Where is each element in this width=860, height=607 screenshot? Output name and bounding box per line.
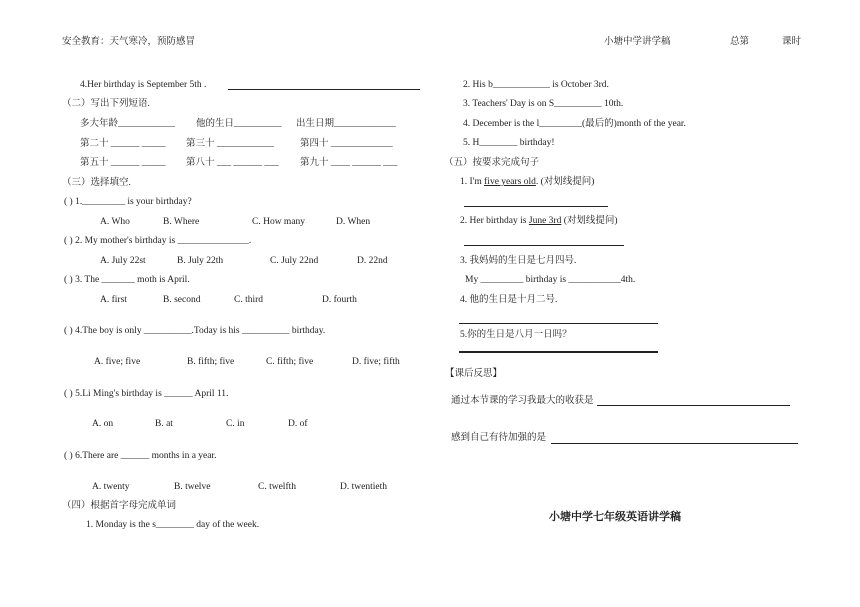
option: B. at — [155, 419, 173, 429]
header-lesson: 课时 — [782, 37, 802, 47]
option: A. July 22st — [100, 256, 146, 266]
option: B. Where — [163, 217, 200, 227]
question-4: ( ) 4.The boy is only __________.Today is his __________ birthday. — [64, 326, 326, 336]
option: A. on — [92, 419, 114, 429]
section-4-q1: 1. Monday is the s________ day of the week. — [86, 520, 260, 530]
question-2: ( ) 2. My mother's birthday is _______________. — [64, 236, 252, 246]
option: C. in — [226, 419, 245, 429]
right-q3: 3. Teachers' Day is on S__________ 10th. — [463, 99, 624, 109]
question-5: ( ) 5.Li Ming's birthday is ______ April 11. — [64, 389, 229, 399]
header-school-name: 小塘中学讲学稿 — [604, 37, 671, 47]
option: A. first — [100, 295, 127, 305]
option: D. fourth — [322, 295, 357, 305]
answer-line — [459, 323, 658, 324]
answer-line — [597, 405, 790, 406]
sentence-5: 5.你的生日是八月一日吗？ — [460, 330, 572, 340]
section-5-title: （五）按要求完成句子 — [444, 158, 540, 168]
section-4-title: （四）根据首字母完成单词 — [62, 501, 177, 511]
option: C. fifth; five — [266, 357, 314, 367]
header-total: 总第 — [730, 37, 750, 47]
sentence-4: 4. 他的生日是十月二号. — [460, 295, 558, 305]
phrase-item: 多大年龄____________ — [80, 119, 176, 129]
option: B. second — [163, 295, 201, 305]
option: B. July 22th — [177, 256, 224, 266]
phrase-item: 第四十 _____________ — [300, 139, 393, 149]
phrase-item: 第九十 ____ ______ ___ — [300, 158, 398, 168]
phrase-item: 他的生日__________ — [196, 119, 282, 129]
option: A. five; five — [94, 357, 141, 367]
reflection-improve: 感到自己有待加强的是 — [451, 433, 547, 443]
option: C. third — [234, 295, 264, 305]
question-6: ( ) 6.There are ______ months in a year. — [64, 451, 217, 461]
question-3: ( ) 3. The _______ moth is April. — [64, 275, 190, 285]
question-1: ( ) 1._________ is your birthday? — [64, 197, 192, 207]
option: C. How many — [252, 217, 306, 227]
phrase-item: 第五十 ______ _____ — [80, 158, 166, 168]
sentence-2 — [460, 215, 618, 227]
header-safety-note: 安全教育：天气寒冷，预防感冒 — [62, 37, 196, 47]
answer-line — [228, 89, 420, 90]
sentence-2-underlined: June 3rd — [528, 216, 562, 226]
option: D. of — [288, 419, 308, 429]
option: D. twentieth — [340, 482, 387, 492]
sentence-1-prefix: 1. I'm — [460, 177, 485, 187]
option: B. twelve — [174, 482, 211, 492]
option: D. five; fifth — [352, 357, 400, 367]
phrase-item: 第二十 ______ _____ — [80, 139, 166, 149]
option: C. July 22nd — [270, 256, 319, 266]
sentence-3-fill: My _________ birthday is ___________4th. — [465, 275, 636, 285]
left-q4-birthday: 4.Her birthday is September 5th . — [80, 80, 207, 90]
section-3-title: （三）选择填空. — [62, 178, 131, 188]
section-2-title: （二）写出下列短语. — [62, 99, 150, 109]
sentence-2-prefix: 2. Her birthday is — [460, 216, 529, 226]
sentence-1-suffix: . (对划线提问) — [535, 177, 595, 187]
reflection-title: 【课后反思】 — [445, 369, 503, 379]
phrase-item: 出生日期_____________ — [296, 119, 396, 129]
option: A. Who — [100, 217, 130, 227]
right-q2: 2. His b____________ is October 3rd. — [463, 80, 609, 90]
answer-line — [464, 245, 624, 246]
answer-line — [551, 443, 798, 444]
right-q5: 5. H________ birthday! — [463, 138, 555, 148]
phrase-item: 第八十 ___ ______ ___ — [186, 158, 279, 168]
reflection-gain: 通过本节课的学习我最大的收获是 — [451, 396, 594, 406]
sentence-3: 3. 我妈妈的生日是七月四号. — [460, 256, 577, 266]
option: A. twenty — [92, 482, 130, 492]
phrase-item: 第三十 ____________ — [186, 139, 274, 149]
sentence-1 — [460, 176, 594, 188]
right-q4: 4. December is the l_________(最后的)month of the year. — [463, 119, 686, 129]
footer-title: 小塘中学七年级英语讲学稿 — [549, 510, 681, 523]
answer-line — [464, 206, 608, 207]
sentence-1-underlined: five years old — [484, 177, 536, 187]
answer-line — [459, 351, 658, 353]
option: D. 22nd — [357, 256, 388, 266]
option: B. fifth; five — [187, 357, 235, 367]
option: C. twelfth — [258, 482, 296, 492]
sentence-2-suffix: (对划线提问) — [561, 216, 618, 226]
option: D. When — [336, 217, 371, 227]
